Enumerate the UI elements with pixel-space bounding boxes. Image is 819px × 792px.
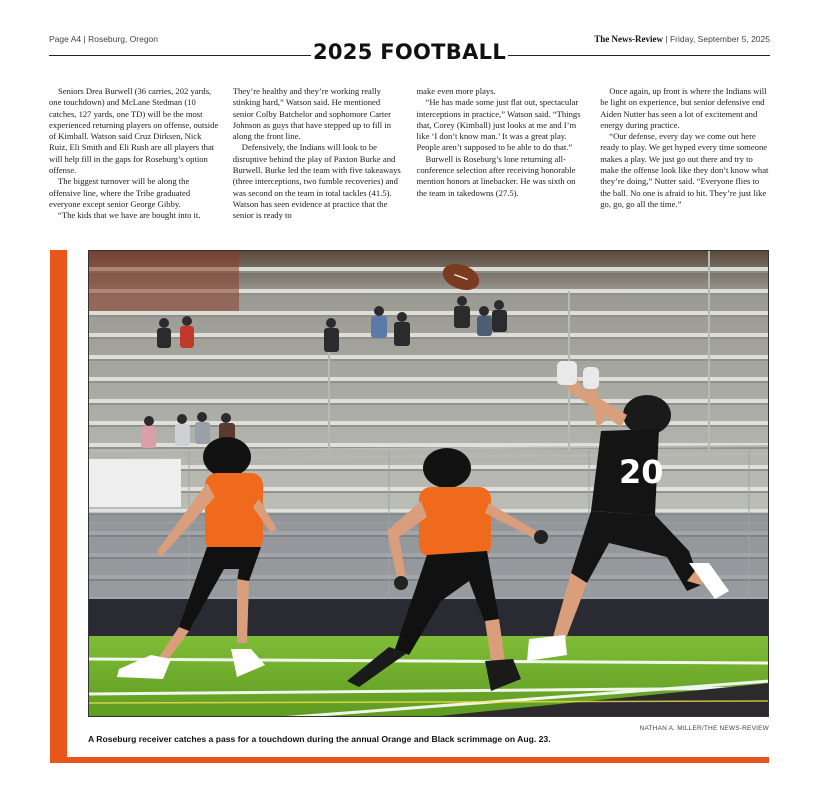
photo-credit: NATHAN A. MILLER/THE NEWS-REVIEW <box>639 725 769 732</box>
article-column-2 <box>233 86 403 236</box>
issue-date: | Friday, September 5, 2025 <box>663 34 770 44</box>
page-folio: Page A4 | Roseburg, Oregon <box>49 34 159 44</box>
accent-bar-left <box>50 250 67 763</box>
paragraph: make even more plays. <box>416 86 496 96</box>
paragraph: “Our defense, every day we come out here ready to play. We get hyped every time someone makes a play. We just go out there and try to make the offense look like they don’t know what they’re doing,” Nutter said. “Everyone flies to the ball. No one is afraid to hit. They’re just like go, go, go all the time.” <box>600 131 769 209</box>
paragraph: Burwell is Roseburg’s lone returning all-conference selection after receiving honorable mention honors at linebacker. He was sixth on the team in takedowns (27.5). <box>416 153 576 198</box>
article-column-4 <box>600 86 770 236</box>
paper-name: The News-Review <box>594 34 664 44</box>
article-body <box>49 86 770 236</box>
section-title: 2025 FOOTBALL <box>312 40 507 64</box>
paragraph: Once again, up front is where the Indians will be light on experience, but senior defensive end Aiden Nutter has seen a lot of excitement and energy during practice. <box>600 86 767 130</box>
accent-bar-bottom <box>50 757 769 763</box>
photo-caption: A Roseburg receiver catches a pass for a touchdown during the annual Orange and Black scrimmage on Aug. 23. <box>88 734 551 744</box>
article-column-1 <box>49 86 219 236</box>
paragraph: “He has made some just flat out, spectacular interceptions in practice,” Watson said. “Things that, Corey (Kimball) just looks at me and I’m like ‘I don’t know man.’ It was a great play. People aren’t supposed to be able to do that.” <box>416 97 581 153</box>
football-photo <box>88 250 769 717</box>
paragraph: The biggest turnover will be along the offensive line, where the Tribe graduated everyone except senior George Gibby. <box>49 176 191 209</box>
article-column-3 <box>417 86 587 236</box>
paragraph: Seniors Drea Burwell (36 carries, 202 yards, one touchdown) and McLane Stedman (10 catches, 127 yards, one TD) will be the most experienced returning players on offense, outside of Kimball. Watson said Cruz Dirksen, Nick Ruiz, Eli Smith and Eli Rush are all players that will help fill in the gaps for Roseburg’s option offense. <box>49 86 219 176</box>
paragraph: “The kids that we have are bought into it. <box>58 210 201 221</box>
paragraph: Defensively, the Indians will look to be disruptive behind the play of Paxton Burke and Burwell. Burke led the team with five takeaways (three interceptions, two fumble recoveries) and was second on the team in total tackles (41.5). Watson has seen evidence at practice that the senior is ready to <box>232 142 401 221</box>
jersey-number: 20 <box>619 453 664 491</box>
paragraph: They’re healthy and they’re working really stinking hard,” Watson said. He mentioned senior Colby Batchelor and sophomore Carter Johnson as guys that have stepped up to fill in along the front line. <box>232 86 392 142</box>
